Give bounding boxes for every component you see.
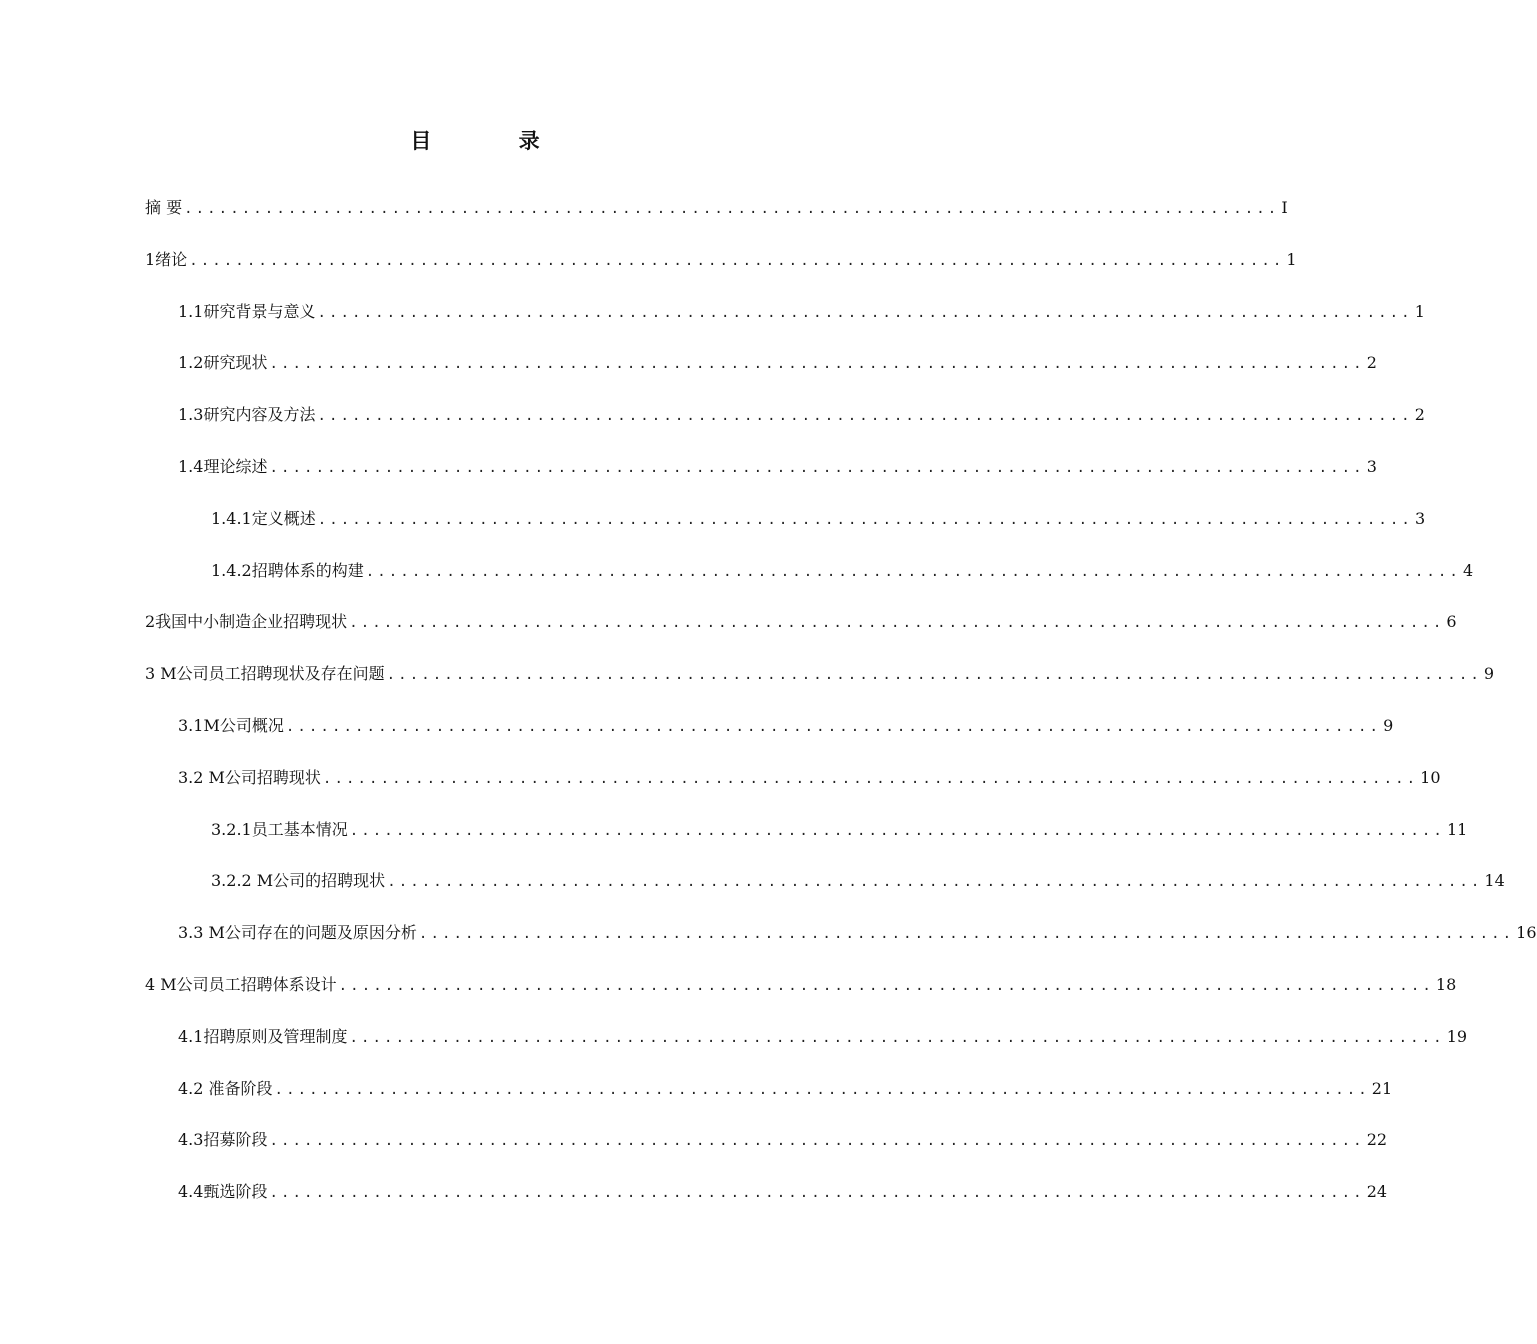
toc-entry-label: 3.2 M公司招聘现状 bbox=[178, 767, 321, 787]
toc-dot-leader: ............................................................................................... bbox=[269, 356, 1365, 373]
toc-entry-page: 9 bbox=[1383, 715, 1394, 735]
toc-entry-label: 1.2研究现状 bbox=[178, 353, 268, 373]
toc-dot-leader: ............................................................................................... bbox=[317, 408, 1413, 425]
toc-dot-leader: ............................................................................................... bbox=[269, 459, 1365, 476]
toc-entry-page: 1 bbox=[1286, 249, 1297, 269]
toc-entry-label: 1.4.2招聘体系的构建 bbox=[211, 560, 364, 580]
toc-entry[interactable] bbox=[0, 243, 1297, 295]
toc-entry[interactable] bbox=[0, 761, 1441, 813]
toc-dot-leader: ............................................................................................... bbox=[317, 304, 1413, 321]
toc-entry-label: 4.4甄选阶段 bbox=[178, 1182, 268, 1202]
toc-dot-leader: ............................................................................................... bbox=[349, 822, 1445, 839]
toc-entry-page: 4 bbox=[1462, 560, 1474, 580]
toc-entry-label: 1绪论 bbox=[145, 249, 188, 269]
toc-dot-leader: ............................................................................................... bbox=[387, 874, 1483, 891]
toc-entry[interactable] bbox=[0, 554, 1474, 606]
toc-entry-page: I bbox=[1281, 198, 1288, 217]
toc-entry-page: 2 bbox=[1414, 405, 1425, 425]
toc-entry-page: 10 bbox=[1420, 767, 1441, 787]
toc-dot-leader: ............................................................................................... bbox=[317, 511, 1413, 528]
toc-entry[interactable] bbox=[0, 916, 1537, 968]
toc-entry[interactable] bbox=[0, 813, 1468, 865]
toc-dot-leader: ............................................................................................... bbox=[365, 563, 1461, 580]
toc-entry-page: 16 bbox=[1516, 923, 1537, 943]
toc-entry[interactable] bbox=[0, 1020, 1468, 1072]
toc-dot-leader: ............................................................................................... bbox=[269, 1133, 1365, 1150]
toc-entry-label: 1.1研究背景与意义 bbox=[178, 301, 316, 321]
toc-entry-label: 4.3招募阶段 bbox=[178, 1130, 268, 1150]
toc-entry[interactable] bbox=[0, 605, 1457, 657]
toc-dot-leader: ............................................................................................... bbox=[189, 252, 1285, 269]
toc-entry[interactable] bbox=[0, 657, 1495, 709]
toc-entry-label: 4.1招聘原则及管理制度 bbox=[178, 1026, 348, 1046]
toc-entry-label: 1.4.1定义概述 bbox=[211, 508, 316, 528]
toc-dot-leader: ............................................................................................... bbox=[269, 1185, 1365, 1202]
toc-entry-label: 3.2.1员工基本情况 bbox=[211, 819, 348, 839]
toc-entry-page: 19 bbox=[1446, 1026, 1468, 1046]
toc-dot-leader: ............................................................................................... bbox=[274, 1081, 1370, 1098]
toc-dot-leader: ............................................................................................... bbox=[349, 1029, 1445, 1046]
toc-entry-page: 22 bbox=[1366, 1130, 1388, 1150]
toc-entry[interactable] bbox=[0, 450, 1377, 502]
toc-entry-page: 18 bbox=[1435, 974, 1457, 994]
toc-entry-label: 1.4理论综述 bbox=[178, 456, 268, 476]
toc-dot-leader: ............................................................................................... bbox=[349, 615, 1445, 632]
toc-entry-label: 1.3研究内容及方法 bbox=[178, 405, 316, 425]
toc-entry[interactable] bbox=[0, 968, 1457, 1020]
toc-entry[interactable] bbox=[0, 1175, 1388, 1227]
toc-dot-leader: ............................................................................................... bbox=[184, 201, 1280, 217]
toc-entry-page: 3 bbox=[1414, 508, 1426, 528]
toc-entry-label: 4.2 准备阶段 bbox=[178, 1078, 273, 1098]
toc-entry-label: 3.2.2 M公司的招聘现状 bbox=[211, 871, 386, 891]
toc-entry-page: 1 bbox=[1414, 301, 1425, 321]
toc-list bbox=[0, 191, 1537, 1227]
toc-entry[interactable] bbox=[0, 864, 1505, 916]
toc-entry[interactable] bbox=[0, 502, 1426, 554]
toc-entry[interactable] bbox=[0, 709, 1394, 761]
toc-entry-page: 14 bbox=[1484, 871, 1505, 891]
toc-entry-page: 3 bbox=[1366, 456, 1377, 476]
toc-dot-leader: ............................................................................................... bbox=[322, 770, 1419, 787]
toc-entry-label: 3 M公司员工招聘现状及存在问题 bbox=[145, 664, 385, 684]
toc-entry-page: 21 bbox=[1371, 1078, 1393, 1098]
toc-dot-leader: ............................................................................................... bbox=[338, 977, 1434, 994]
toc-entry[interactable] bbox=[0, 346, 1377, 398]
toc-entry-page: 24 bbox=[1366, 1182, 1388, 1202]
toc-entry-label: 摘 要 bbox=[145, 198, 183, 217]
toc-entry-page: 11 bbox=[1446, 819, 1468, 839]
toc-entry[interactable] bbox=[0, 295, 1425, 347]
toc-entry-page: 9 bbox=[1483, 664, 1495, 684]
toc-entry[interactable] bbox=[0, 398, 1425, 450]
toc-dot-leader: ............................................................................................... bbox=[285, 718, 1382, 735]
toc-dot-leader: ............................................................................................... bbox=[418, 926, 1515, 943]
toc-entry-label: 2我国中小制造企业招聘现状 bbox=[145, 612, 348, 632]
toc-entry[interactable] bbox=[0, 1123, 1388, 1175]
toc-entry[interactable] bbox=[0, 191, 1288, 243]
toc-dot-leader: ............................................................................................... bbox=[386, 667, 1482, 684]
toc-entry[interactable] bbox=[0, 1072, 1393, 1124]
toc-entry-page: 6 bbox=[1446, 612, 1457, 632]
toc-entry-page: 2 bbox=[1366, 353, 1377, 373]
toc-entry-label: 3.1M公司概况 bbox=[178, 715, 284, 735]
toc-entry-label: 3.3 M公司存在的问题及原因分析 bbox=[178, 923, 417, 943]
toc-entry-label: 4 M公司员工招聘体系设计 bbox=[145, 974, 337, 994]
toc-title: 目 录 bbox=[410, 128, 580, 153]
